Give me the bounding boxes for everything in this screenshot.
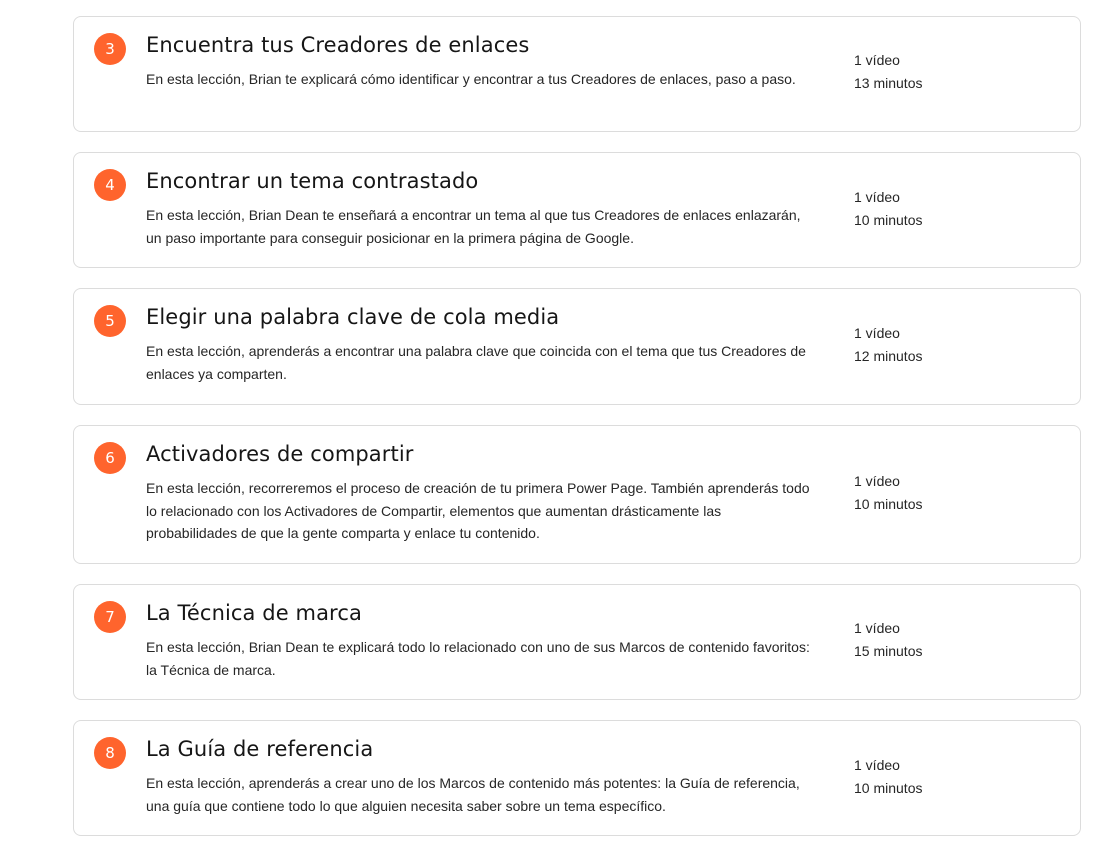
lesson-video-count: 1 vídeo (854, 52, 900, 68)
lesson-title: Encontrar un tema contrastado (146, 169, 479, 193)
lesson-card-4[interactable] (73, 152, 1081, 268)
lesson-number-badge: 5 (94, 305, 126, 337)
lesson-description: En esta lección, aprenderás a crear uno de los Marcos de contenido más potentes: la Guía de referencia, una guía que contiene todo lo que alguien necesita saber sobre un tema específico. (146, 775, 800, 814)
lesson-meta (854, 186, 922, 231)
lesson-meta (854, 754, 922, 799)
lesson-description: En esta lección, Brian Dean te explicará todo lo relacionado con uno de sus Marcos de contenido favoritos: la Técnica de marca. (146, 639, 810, 678)
lesson-card-6[interactable] (73, 425, 1081, 564)
lesson-meta (854, 617, 922, 662)
lesson-duration: 13 minutos (854, 74, 923, 91)
lesson-video-count: 1 vídeo (854, 473, 900, 489)
lesson-card-8[interactable] (73, 720, 1081, 836)
lesson-title: Activadores de compartir (146, 442, 414, 466)
lesson-title: La Guía de referencia (146, 737, 374, 761)
lesson-card-3[interactable] (73, 16, 1081, 132)
lesson-meta (854, 322, 922, 367)
lesson-video-count: 1 vídeo (854, 620, 900, 636)
lesson-duration: 15 minutos (854, 642, 923, 659)
lesson-number-badge: 7 (94, 601, 126, 633)
lesson-card-5[interactable] (73, 288, 1081, 405)
lesson-duration: 10 minutos (854, 211, 923, 228)
lesson-description: En esta lección, aprenderás a encontrar una palabra clave que coincida con el tema que tus Creadores de enlaces ya comparten. (146, 343, 806, 382)
lesson-video-count: 1 vídeo (854, 325, 900, 341)
lesson-number-badge: 8 (94, 737, 126, 769)
lesson-number-badge: 6 (94, 442, 126, 474)
lesson-duration: 10 minutos (854, 495, 923, 512)
lesson-meta (854, 470, 922, 515)
lesson-number-badge: 3 (94, 33, 126, 65)
lesson-card-7[interactable] (73, 584, 1081, 700)
lesson-title: La Técnica de marca (146, 601, 362, 625)
lesson-number-badge: 4 (94, 169, 126, 201)
lesson-title: Elegir una palabra clave de cola media (146, 305, 560, 329)
lesson-video-count: 1 vídeo (854, 757, 900, 773)
lesson-duration: 12 minutos (854, 347, 923, 364)
lesson-meta (854, 49, 922, 94)
lesson-description: En esta lección, Brian te explicará cómo identificar y encontrar a tus Creadores de enlaces, paso a paso. (146, 71, 796, 87)
lesson-video-count: 1 vídeo (854, 189, 900, 205)
lesson-duration: 10 minutos (854, 779, 923, 796)
lesson-description: En esta lección, Brian Dean te enseñará a encontrar un tema al que tus Creadores de enlaces enlazarán, un paso importante para conseguir posicionar en la primera página de Google. (146, 207, 801, 246)
lesson-description: En esta lección, recorreremos el proceso de creación de tu primera Power Page. También aprenderás todo lo relacionado con los Activadores de Compartir, elementos que aumentan drásticamente las probabilidades de que la gente comparta y enlace tu contenido. (146, 480, 810, 541)
lesson-title: Encuentra tus Creadores de enlaces (146, 33, 530, 57)
